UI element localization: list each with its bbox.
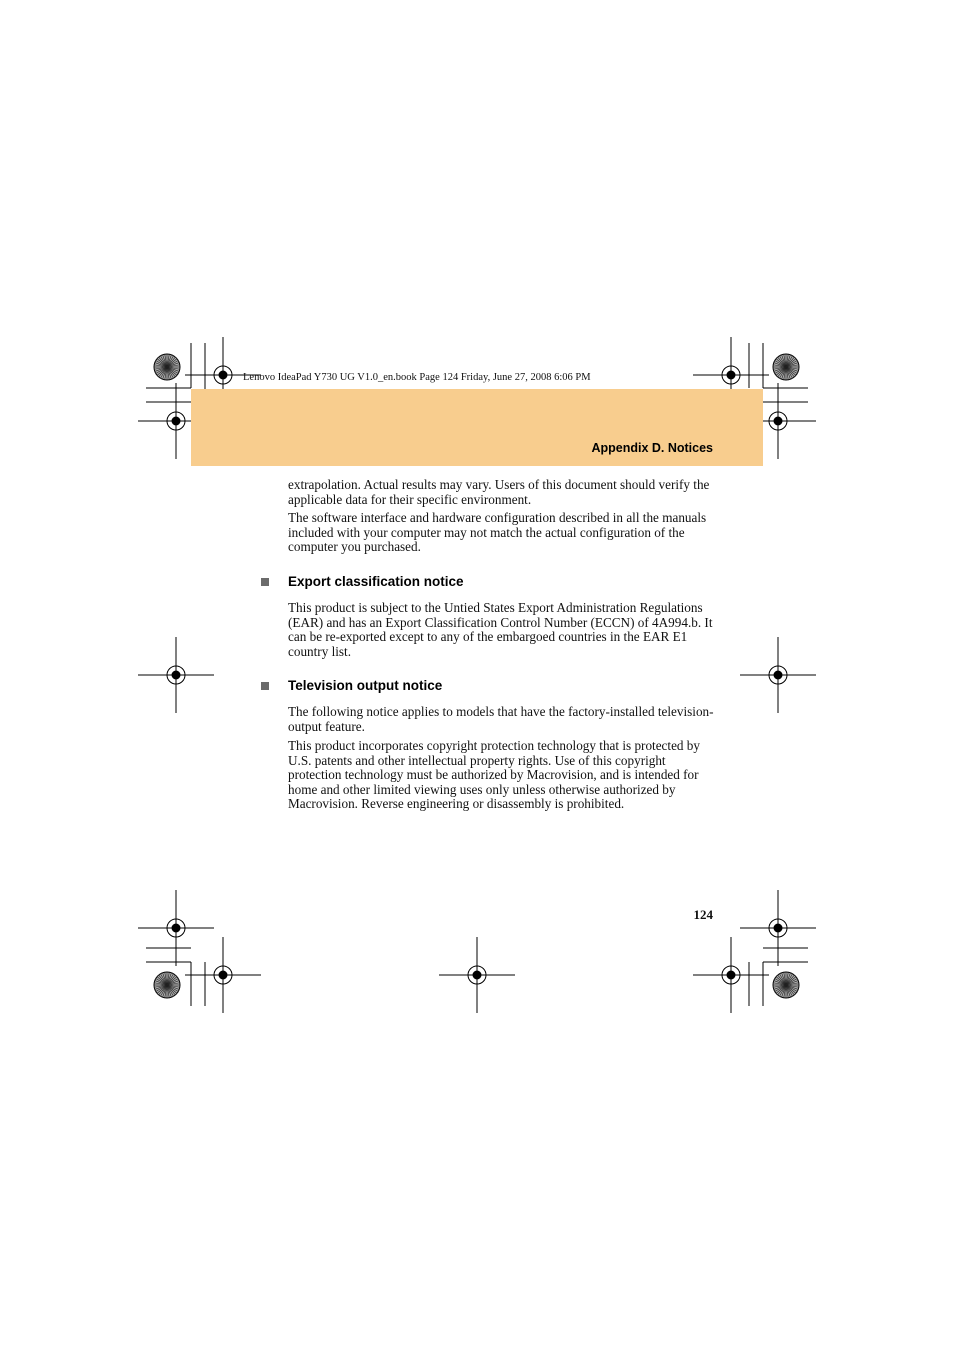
paragraph-macrovision: This product incorporates copyright protection technology that is protected by U.S. patents and other intellectual property rights. Use of this copyright protection technology must be authorized by Macrovision, and is intended for home and other limited viewing uses only unless otherwise authorized by Macrovision. Reverse engineering or disassembly is prohibited.: [288, 738, 700, 812]
paragraph-software-interface: The software interface and hardware configuration described in all the manuals included with your computer may not match the actual configuration of the computer you purchased.: [288, 510, 707, 555]
heading-export-classification: Export classification notice: [288, 574, 464, 589]
paragraph-extrapolation: extrapolation. Actual results may vary. Users of this document should verify the applicable data for their specific environment.: [288, 477, 710, 507]
registration-mark: [693, 937, 769, 1013]
paragraph-tv-notice: The following notice applies to models that have the factory-installed television-output feature.: [288, 704, 714, 734]
registration-mark: [185, 937, 261, 1013]
registration-mark: [740, 637, 816, 713]
print-info-line: Lenovo IdeaPad Y730 UG V1.0_en.book Page 124 Friday, June 27, 2008 6:06 PM: [243, 372, 591, 383]
starburst-mark: [773, 972, 799, 998]
starburst-mark: [773, 354, 799, 380]
starburst-mark: [154, 354, 180, 380]
paragraph-export: This product is subject to the Untied States Export Administration Regulations (EAR) and has an Export Classification Control Number (ECCN) of 4A994.b. It can be re-exported except to any of the embargoed countries in the EAR E1 country list.: [288, 600, 713, 659]
page-number: 124: [693, 907, 713, 922]
bullet-square-icon: [261, 682, 269, 690]
registration-mark: [740, 890, 816, 966]
registration-mark: [439, 937, 515, 1013]
heading-television-output: Television output notice: [288, 678, 443, 693]
starburst-mark: [154, 972, 180, 998]
section-title: Appendix D. Notices: [591, 441, 713, 455]
registration-mark: [138, 637, 214, 713]
bullet-square-icon: [261, 578, 269, 586]
registration-mark: [138, 890, 214, 966]
